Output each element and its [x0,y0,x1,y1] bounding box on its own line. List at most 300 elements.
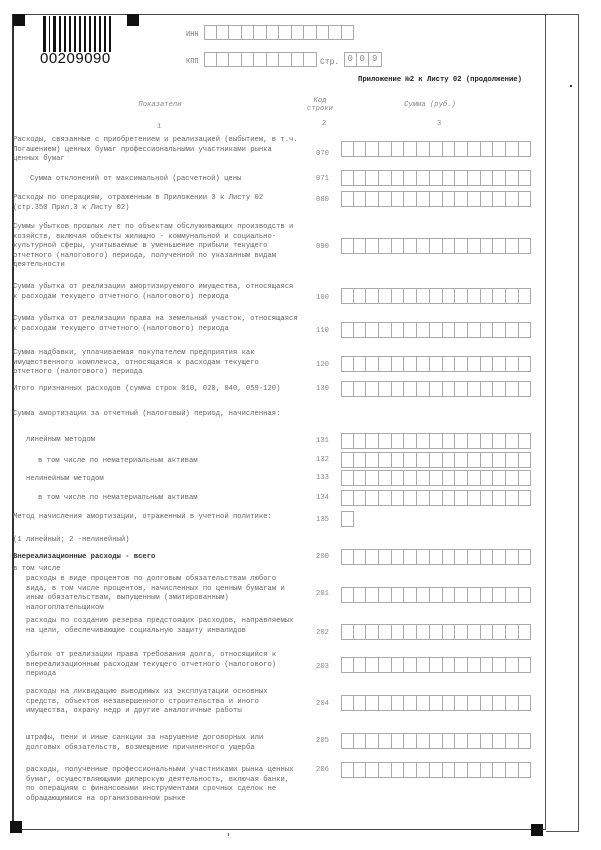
amount-cell[interactable] [468,288,481,304]
amount-cell[interactable] [443,288,456,304]
inn-input[interactable] [204,25,354,40]
amount-cell[interactable] [379,490,392,506]
amount-cell[interactable] [493,624,506,640]
amount-cell[interactable] [430,452,443,468]
amount-cell[interactable] [455,587,468,603]
amount-cell[interactable] [354,762,367,778]
amount-cell[interactable] [379,170,392,186]
amount-cell[interactable] [354,170,367,186]
amount-cell[interactable] [354,288,367,304]
amount-cell[interactable] [468,452,481,468]
amount-cell[interactable] [341,238,354,254]
amount-cell[interactable] [404,657,417,673]
amount-cell[interactable] [443,452,456,468]
amount-cell[interactable] [493,288,506,304]
amount-cell[interactable] [468,141,481,157]
amount-cell[interactable] [493,191,506,207]
pg-cell[interactable]: 0 [357,52,370,67]
amount-cell[interactable] [443,170,456,186]
amount-cell[interactable] [341,587,354,603]
amount-cell[interactable] [404,470,417,486]
amount-cell[interactable] [455,549,468,565]
amount-cell[interactable] [519,433,532,449]
kpp-input[interactable] [204,52,317,67]
amount-cell[interactable] [392,238,405,254]
kpp-cell[interactable] [304,52,317,67]
amount-cell[interactable] [379,381,392,397]
amount-cell[interactable] [404,762,417,778]
amount-cell[interactable] [506,238,519,254]
amount-cell[interactable] [392,624,405,640]
amount-cell[interactable] [430,695,443,711]
amount-cell[interactable] [341,490,354,506]
amount-cell[interactable] [379,288,392,304]
amount-cell[interactable] [481,549,494,565]
amount-cell[interactable] [430,549,443,565]
amount-cell[interactable] [506,356,519,372]
kpp-cell[interactable] [229,52,242,67]
amount-cell[interactable] [392,587,405,603]
amount-input-131[interactable] [341,433,531,449]
amount-cell[interactable] [506,288,519,304]
amount-cell[interactable] [493,433,506,449]
amount-cell[interactable] [506,624,519,640]
amount-cell[interactable] [430,322,443,338]
amount-input-134[interactable] [341,490,531,506]
amount-cell[interactable] [366,141,379,157]
amount-cell[interactable] [366,433,379,449]
amount-cell[interactable] [506,762,519,778]
amount-cell[interactable] [481,170,494,186]
amount-cell[interactable] [392,762,405,778]
amount-cell[interactable] [519,356,532,372]
amount-cell[interactable] [379,433,392,449]
amount-cell[interactable] [341,141,354,157]
amount-cell[interactable] [430,356,443,372]
amount-cell[interactable] [392,695,405,711]
amount-cell[interactable] [468,657,481,673]
amount-cell[interactable] [417,238,430,254]
amount-cell[interactable] [354,452,367,468]
amount-cell[interactable] [443,762,456,778]
amount-cell[interactable] [341,381,354,397]
amount-cell[interactable] [366,238,379,254]
amount-cell[interactable] [430,657,443,673]
amount-cell[interactable] [354,490,367,506]
amount-cell[interactable] [366,695,379,711]
amount-cell[interactable] [481,322,494,338]
amount-cell[interactable] [379,470,392,486]
amount-cell[interactable] [430,433,443,449]
amount-cell[interactable] [417,170,430,186]
amount-cell[interactable] [366,549,379,565]
amount-cell[interactable] [404,452,417,468]
amount-cell[interactable] [366,624,379,640]
amount-cell[interactable] [354,657,367,673]
amount-cell[interactable] [392,452,405,468]
amount-cell[interactable] [354,433,367,449]
amount-cell[interactable] [417,356,430,372]
amount-cell[interactable] [404,433,417,449]
amount-input-100[interactable] [341,288,531,304]
amount-cell[interactable] [404,549,417,565]
amount-cell[interactable] [481,191,494,207]
amount-cell[interactable] [493,762,506,778]
kpp-cell[interactable] [217,52,230,67]
amount-cell[interactable] [392,356,405,372]
amount-cell[interactable] [341,549,354,565]
amount-cell[interactable] [354,191,367,207]
amount-cell[interactable] [506,470,519,486]
amount-cell[interactable] [481,141,494,157]
amount-cell[interactable] [468,356,481,372]
inn-cell[interactable] [292,25,305,40]
amount-cell[interactable] [481,587,494,603]
amount-cell[interactable] [493,549,506,565]
amount-cell[interactable] [519,733,532,749]
amount-input-110[interactable] [341,322,531,338]
amount-cell[interactable] [366,288,379,304]
inn-cell[interactable] [254,25,267,40]
amount-cell[interactable] [443,490,456,506]
amount-cell[interactable] [354,356,367,372]
amount-cell[interactable] [443,587,456,603]
amount-cell[interactable] [468,624,481,640]
inn-cell[interactable] [317,25,330,40]
amount-cell[interactable] [481,288,494,304]
amount-cell[interactable] [506,695,519,711]
amount-cell[interactable] [481,433,494,449]
amount-cell[interactable] [519,470,532,486]
amount-cell[interactable] [519,587,532,603]
kpp-cell[interactable] [204,52,217,67]
amount-cell[interactable] [519,452,532,468]
amount-cell[interactable] [519,624,532,640]
amount-cell[interactable] [341,511,354,527]
amount-cell[interactable] [341,624,354,640]
amount-cell[interactable] [354,733,367,749]
amount-cell[interactable] [404,238,417,254]
amount-cell[interactable] [519,141,532,157]
amount-cell[interactable] [493,695,506,711]
amount-cell[interactable] [519,170,532,186]
pg-cell[interactable]: 0 [344,52,357,67]
inn-cell[interactable] [204,25,217,40]
amount-cell[interactable] [481,762,494,778]
amount-cell[interactable] [455,191,468,207]
page-number-field[interactable] [344,52,382,67]
amount-cell[interactable] [354,238,367,254]
amount-cell[interactable] [519,191,532,207]
amount-cell[interactable] [443,657,456,673]
amount-input-133[interactable] [341,470,531,486]
amount-cell[interactable] [455,695,468,711]
inn-cell[interactable] [267,25,280,40]
amount-input-135[interactable] [341,511,354,527]
amount-cell[interactable] [506,191,519,207]
amount-cell[interactable] [455,733,468,749]
amount-cell[interactable] [354,322,367,338]
amount-cell[interactable] [481,238,494,254]
amount-cell[interactable] [404,695,417,711]
amount-cell[interactable] [392,141,405,157]
amount-cell[interactable] [379,356,392,372]
amount-cell[interactable] [417,191,430,207]
amount-cell[interactable] [443,381,456,397]
amount-cell[interactable] [455,470,468,486]
amount-cell[interactable] [455,356,468,372]
amount-cell[interactable] [392,470,405,486]
amount-cell[interactable] [354,695,367,711]
amount-cell[interactable] [417,695,430,711]
amount-cell[interactable] [519,288,532,304]
amount-input-203[interactable] [341,657,531,673]
amount-cell[interactable] [455,433,468,449]
amount-cell[interactable] [392,733,405,749]
amount-cell[interactable] [404,624,417,640]
amount-cell[interactable] [379,191,392,207]
amount-cell[interactable] [379,733,392,749]
amount-cell[interactable] [354,587,367,603]
amount-input-200[interactable] [341,549,531,565]
amount-cell[interactable] [506,587,519,603]
amount-cell[interactable] [341,288,354,304]
amount-cell[interactable] [341,452,354,468]
amount-cell[interactable] [493,141,506,157]
amount-cell[interactable] [493,322,506,338]
kpp-cell[interactable] [279,52,292,67]
amount-cell[interactable] [481,695,494,711]
amount-cell[interactable] [430,490,443,506]
amount-cell[interactable] [392,657,405,673]
amount-cell[interactable] [417,624,430,640]
amount-cell[interactable] [430,381,443,397]
amount-cell[interactable] [366,490,379,506]
amount-cell[interactable] [379,141,392,157]
amount-cell[interactable] [443,733,456,749]
amount-cell[interactable] [455,452,468,468]
amount-cell[interactable] [443,356,456,372]
amount-cell[interactable] [455,657,468,673]
amount-cell[interactable] [354,470,367,486]
amount-cell[interactable] [468,238,481,254]
amount-input-080[interactable] [341,191,531,207]
amount-cell[interactable] [506,549,519,565]
amount-cell[interactable] [493,490,506,506]
amount-cell[interactable] [519,695,532,711]
amount-cell[interactable] [366,452,379,468]
amount-input-130[interactable] [341,381,531,397]
amount-cell[interactable] [468,191,481,207]
amount-cell[interactable] [519,762,532,778]
amount-cell[interactable] [430,587,443,603]
amount-cell[interactable] [341,433,354,449]
amount-cell[interactable] [493,470,506,486]
amount-cell[interactable] [379,624,392,640]
inn-cell[interactable] [342,25,355,40]
inn-cell[interactable] [217,25,230,40]
amount-cell[interactable] [404,170,417,186]
amount-cell[interactable] [468,322,481,338]
amount-cell[interactable] [379,695,392,711]
amount-cell[interactable] [341,191,354,207]
amount-cell[interactable] [519,322,532,338]
amount-cell[interactable] [430,624,443,640]
amount-cell[interactable] [493,452,506,468]
amount-cell[interactable] [366,356,379,372]
amount-cell[interactable] [468,490,481,506]
pg-cell[interactable]: 9 [369,52,382,67]
amount-cell[interactable] [455,762,468,778]
kpp-cell[interactable] [254,52,267,67]
kpp-cell[interactable] [242,52,255,67]
amount-cell[interactable] [455,141,468,157]
amount-cell[interactable] [417,587,430,603]
amount-cell[interactable] [417,452,430,468]
amount-cell[interactable] [443,238,456,254]
amount-cell[interactable] [417,322,430,338]
amount-cell[interactable] [506,141,519,157]
amount-cell[interactable] [379,452,392,468]
inn-cell[interactable] [329,25,342,40]
amount-input-205[interactable] [341,733,531,749]
amount-cell[interactable] [417,733,430,749]
amount-cell[interactable] [392,433,405,449]
amount-cell[interactable] [417,470,430,486]
amount-cell[interactable] [468,762,481,778]
amount-cell[interactable] [481,657,494,673]
amount-cell[interactable] [493,238,506,254]
amount-cell[interactable] [354,624,367,640]
amount-cell[interactable] [493,381,506,397]
amount-cell[interactable] [455,288,468,304]
kpp-cell[interactable] [292,52,305,67]
amount-cell[interactable] [455,170,468,186]
amount-cell[interactable] [366,587,379,603]
amount-cell[interactable] [519,657,532,673]
amount-cell[interactable] [455,624,468,640]
amount-cell[interactable] [379,762,392,778]
amount-cell[interactable] [506,490,519,506]
amount-cell[interactable] [443,141,456,157]
amount-cell[interactable] [506,170,519,186]
inn-cell[interactable] [279,25,292,40]
amount-input-070[interactable] [341,141,531,157]
amount-cell[interactable] [519,238,532,254]
amount-cell[interactable] [417,381,430,397]
amount-cell[interactable] [443,549,456,565]
amount-cell[interactable] [341,170,354,186]
amount-cell[interactable] [404,356,417,372]
amount-cell[interactable] [392,288,405,304]
amount-cell[interactable] [455,322,468,338]
amount-cell[interactable] [379,657,392,673]
inn-cell[interactable] [242,25,255,40]
amount-cell[interactable] [443,433,456,449]
amount-cell[interactable] [404,733,417,749]
amount-cell[interactable] [366,762,379,778]
amount-cell[interactable] [430,170,443,186]
amount-cell[interactable] [468,170,481,186]
amount-cell[interactable] [506,452,519,468]
amount-cell[interactable] [430,733,443,749]
amount-cell[interactable] [379,322,392,338]
amount-cell[interactable] [417,433,430,449]
amount-cell[interactable] [430,470,443,486]
amount-input-090[interactable] [341,238,531,254]
amount-cell[interactable] [481,470,494,486]
amount-cell[interactable] [417,549,430,565]
amount-cell[interactable] [404,322,417,338]
amount-cell[interactable] [404,191,417,207]
amount-cell[interactable] [366,170,379,186]
amount-input-120[interactable] [341,356,531,372]
amount-cell[interactable] [392,549,405,565]
amount-cell[interactable] [468,433,481,449]
amount-input-202[interactable] [341,624,531,640]
amount-cell[interactable] [430,191,443,207]
amount-cell[interactable] [468,549,481,565]
amount-cell[interactable] [493,733,506,749]
amount-cell[interactable] [379,587,392,603]
amount-cell[interactable] [354,549,367,565]
amount-cell[interactable] [468,695,481,711]
amount-cell[interactable] [443,322,456,338]
amount-cell[interactable] [493,356,506,372]
amount-input-204[interactable] [341,695,531,711]
amount-cell[interactable] [506,433,519,449]
amount-cell[interactable] [354,381,367,397]
amount-cell[interactable] [341,470,354,486]
amount-cell[interactable] [341,733,354,749]
amount-cell[interactable] [341,322,354,338]
amount-cell[interactable] [354,141,367,157]
amount-cell[interactable] [379,549,392,565]
amount-cell[interactable] [519,381,532,397]
amount-cell[interactable] [392,490,405,506]
amount-cell[interactable] [341,657,354,673]
amount-input-201[interactable] [341,587,531,603]
amount-cell[interactable] [392,381,405,397]
amount-input-071[interactable] [341,170,531,186]
inn-cell[interactable] [304,25,317,40]
amount-cell[interactable] [443,470,456,486]
amount-cell[interactable] [392,322,405,338]
amount-cell[interactable] [468,587,481,603]
amount-cell[interactable] [404,381,417,397]
amount-cell[interactable] [341,356,354,372]
amount-cell[interactable] [417,490,430,506]
amount-cell[interactable] [417,657,430,673]
amount-cell[interactable] [481,733,494,749]
amount-cell[interactable] [392,191,405,207]
amount-cell[interactable] [366,191,379,207]
amount-cell[interactable] [493,587,506,603]
amount-cell[interactable] [481,452,494,468]
amount-cell[interactable] [481,356,494,372]
amount-cell[interactable] [366,733,379,749]
amount-cell[interactable] [366,322,379,338]
amount-cell[interactable] [493,657,506,673]
amount-cell[interactable] [341,762,354,778]
amount-cell[interactable] [392,170,405,186]
amount-cell[interactable] [366,381,379,397]
amount-input-132[interactable] [341,452,531,468]
amount-cell[interactable] [455,490,468,506]
amount-cell[interactable] [430,141,443,157]
amount-cell[interactable] [468,470,481,486]
amount-cell[interactable] [493,170,506,186]
